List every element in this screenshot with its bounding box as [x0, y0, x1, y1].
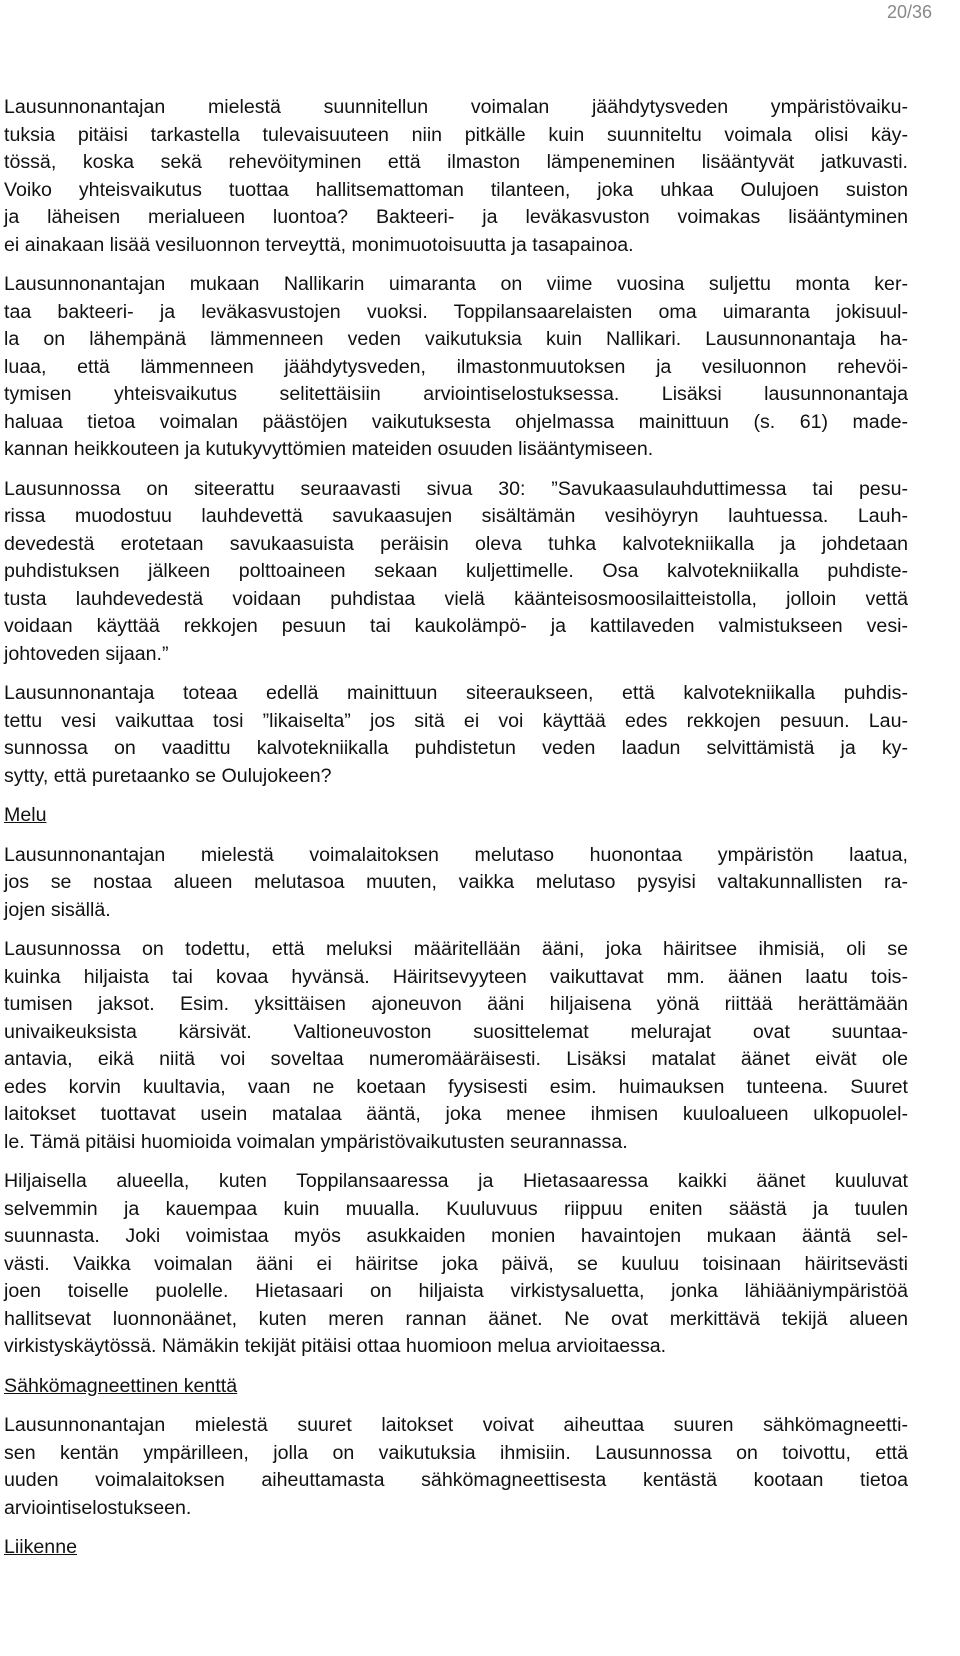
text-line: tusta lauhdevedestä voidaan puhdistaa vielä käänteisosmoosilaitteistolla, jolloin vettä: [4, 587, 908, 610]
text-line: laitokset tuottavat usein matalaa ääntä, joka menee ihmisen kuuloalueen ulkopuolel-: [4, 1103, 908, 1125]
paragraph: [4, 94, 908, 259]
text-line: le. Tämä pitäisi huomioida voimalan ympäristövaikutusten seurannassa.: [4, 1130, 628, 1153]
text-line: Hiljaisella alueella, kuten Toppilansaaressa ja Hietasaaressa kaikki äänet kuuluvat: [4, 1170, 908, 1192]
paragraph: [4, 680, 908, 790]
text-line: arviointiselostukseen.: [4, 1496, 192, 1519]
text-line: voidaan käyttää rekkojen pesuun tai kaukolämpö- ja kattilaveden valmistukseen vesi-: [4, 615, 908, 637]
text-line: jojen sisällä.: [4, 898, 111, 921]
text-line: västi. Vaikka voimalan ääni ei häiritse joka päivä, se kuuluu toisinaan häiritsevästi: [4, 1252, 908, 1275]
text-line: jos se nostaa alueen melutasoa muuten, vaikka melutaso pysyisi valtakunnallisten ra-: [4, 871, 908, 893]
section-heading: Sähkömagneettinen kenttä: [4, 1374, 238, 1397]
paragraph: [4, 842, 908, 925]
text-line: ei ainakaan lisää vesiluonnon terveyttä, monimuotoisuutta ja tasapainoa.: [4, 233, 634, 256]
text-line: uuden voimalaitoksen aiheuttamasta sähkömagneettisesta kentästä kootaan tietoa: [4, 1469, 908, 1491]
text-line: selvemmin ja kauempaa kuin muualla. Kuuluvuus riippuu eniten säästä ja tuulen: [4, 1197, 908, 1220]
text-line: univaikeuksista kärsivät. Valtioneuvoston suosittelemat melurajat ovat suuntaa-: [4, 1020, 908, 1043]
text-line: sen kentän ympärilleen, jolla on vaikutuksia ihmisiin. Lausunnossa on toivottu, että: [4, 1441, 908, 1464]
text-line: la on lähempänä lämmenneen veden vaikutuksia kuin Nallikari. Lausunnonantaja ha-: [4, 328, 908, 350]
text-line: Lausunnossa on todettu, että meluksi määritellään ääni, joka häiritsee ihmisiä, oli se: [4, 938, 908, 960]
paragraph: [4, 936, 908, 1156]
text-line: virkistyskäytössä. Nämäkin tekijät pitäisi ottaa huomioon melua arvioitaessa.: [4, 1335, 667, 1357]
text-line: tössä, koska sekä rehevöityminen että ilmaston lämpeneminen lisääntyvät jatkuvasti.: [4, 151, 908, 173]
text-line: sunnossa on vaadittu kalvotekniikalla puhdistetun veden laadun selvittämistä ja ky-: [4, 737, 908, 759]
paragraph: [4, 476, 908, 669]
text-line: tymisen yhteisvaikutus selitettäisiin arviointiselostuksessa. Lisäksi lausunnonantaja: [4, 383, 908, 405]
text-line: Lausunnonantajan mielestä voimalaitoksen melutaso huonontaa ympäristön laatua,: [4, 843, 908, 866]
text-line: johtoveden sijaan.”: [4, 642, 169, 665]
text-line: hallitsevat luonnonäänet, kuten meren rannan äänet. Ne ovat merkittävä tekijä alueen: [4, 1307, 908, 1330]
text-line: Lausunnonantajan mukaan Nallikarin uimaranta on viime vuosina suljettu monta ker-: [4, 273, 908, 295]
section-heading: Liikenne: [4, 1536, 77, 1558]
paragraph: [4, 271, 908, 464]
text-line: Lausunnonantajan mielestä suunnitellun voimalan jäähdytysveden ympäristövaiku-: [4, 96, 908, 118]
text-line: ja läheisen merialueen luontoa? Bakteeri- ja leväkasvuston voimakas lisääntyminen: [4, 206, 908, 228]
text-line: edes korvin kuultavia, vaan ne koetaan fyysisesti esim. huimauksen tunteena. Suuret: [4, 1075, 908, 1098]
text-line: tettu vesi vaikuttaa tosi ”likaiselta” jos sitä ei voi käyttää edes rekkojen pesuun. Lau-: [4, 709, 908, 732]
page-number: 20/36: [886, 2, 932, 22]
text-line: kannan heikkouteen ja kutukyvyttömien mateiden osuuden lisääntymiseen.: [4, 438, 654, 460]
text-line: devedestä erotetaan savukaasuista peräisin oleva tuhka kalvotekniikalla ja johdetaan: [4, 532, 908, 555]
text-line: tuksia pitäisi tarkastella tulevaisuuteen niin pitkälle kuin suunniteltu voimala olisi käy-: [4, 123, 908, 146]
text-line: Lausunnonantaja toteaa edellä mainittuun siteeraukseen, että kalvotekniikalla puhdis-: [4, 682, 908, 704]
paragraph: [4, 1412, 908, 1522]
text-line: sytty, että puretaanko se Oulujokeen?: [4, 764, 332, 787]
paragraph: [4, 1168, 908, 1361]
text-line: taa bakteeri- ja leväkasvustojen vuoksi. Toppilansaarelaisten oma uimaranta jokisuul-: [4, 300, 908, 323]
text-line: puhdistuksen jälkeen polttoaineen sekaan kuljettimelle. Osa kalvotekniikalla puhdiste-: [4, 560, 908, 582]
text-line: luaa, että lämmenneen jäähdytysveden, ilmastonmuutoksen ja vesiluonnon rehevöi-: [4, 355, 908, 378]
section-heading: Melu: [4, 804, 47, 826]
text-line: Voiko yhteisvaikutus tuottaa hallitsemattoman tilanteen, joka uhkaa Oulujoen suiston: [4, 178, 908, 201]
text-line: haluaa tietoa voimalan päästöjen vaikutuksesta ohjelmassa mainittuun (s. 61) made-: [4, 410, 908, 433]
text-line: antavia, eikä niitä voi soveltaa numeromääräisesti. Lisäksi matalat äänet eivät ole: [4, 1048, 908, 1070]
text-line: Lausunnonantajan mielestä suuret laitokset voivat aiheuttaa suuren sähkömagneetti-: [4, 1414, 908, 1436]
text-line: joen toiselle puolelle. Hietasaari on hiljaista virkistysaluetta, jonka lähiääniympäristöä: [4, 1280, 908, 1302]
text-line: tumisen jaksot. Esim. yksittäisen ajoneuvon ääni hiljaisena yönä riittää herättämään: [4, 993, 908, 1015]
text-line: kuinka hiljaista tai kovaa hyvänsä. Häiritsevyyteen vaikuttavat mm. äänen laatu tois-: [4, 965, 908, 988]
text-line: Lausunnossa on siteerattu seuraavasti sivua 30: ”Savukaasulauhduttimessa tai pesu-: [4, 477, 908, 500]
document-body: [4, 94, 908, 1574]
text-line: rissa muodostuu lauhdevettä savukaasujen sisältämän vesihöyryn lauhtuessa. Lauh-: [4, 505, 908, 527]
text-line: suunnasta. Joki voimistaa myös asukkaiden monien havaintojen mukaan ääntä sel-: [4, 1225, 908, 1247]
